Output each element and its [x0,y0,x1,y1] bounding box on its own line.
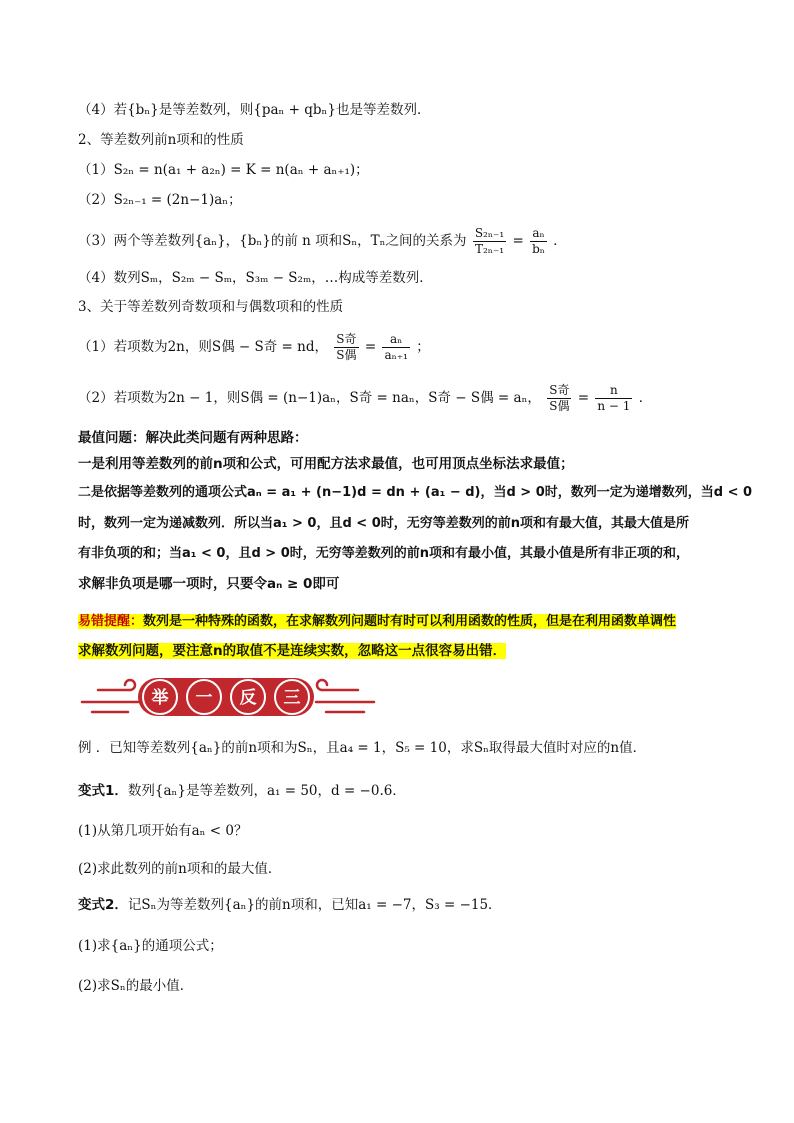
variant-2-label: 变式2． [78,897,128,913]
banner-char-2: 一 [195,688,213,708]
section-heading-3: 3、关于等差数列奇数项和与偶数项和的性质 [78,299,344,315]
variant-1-label: 变式1． [78,783,128,799]
left-cloud-ornament [82,680,138,712]
sum-property-1: （1）S₂ₙ = n(a₁ + a₂ₙ) = K = n(aₙ + aₙ₊₁)； [78,162,369,178]
extremum-method-2-line-2: 时，数列一定为递减数列．所以当a₁ > 0，且d < 0时，无穷等差数列的前n项和有最大值，其最大值是所 [78,516,690,531]
extremum-method-2-line-1: 二是依据等差数列的通项公式aₙ = a₁ + (n−1)d = dn + (a₁ − d)，当d > 0时，数列一定为递增数列，当d < 0 [78,485,753,500]
variant-2-part-1: (1)求{aₙ}的通项公式； [78,938,223,954]
right-cloud-ornament [316,680,374,712]
sum-property-4: （4）数列Sₘ，S₂ₘ − Sₘ，S₃ₘ − S₂ₘ，…构成等差数列． [78,270,433,286]
variant-1-part-2: (2)求此数列的前n项和的最大值． [78,861,282,877]
section-heading-2: 2、等差数列前n项和的性质 [78,132,244,148]
property-line-4: （4）若{bₙ}是等差数列，则{paₙ + qbₙ}也是等差数列． [78,102,431,118]
practice-banner [78,672,378,720]
sum-property-2: （2）S₂ₙ₋₁ = (2n−1)aₙ； [78,192,242,208]
fraction-an-over-an1: $\frac{\text{aₙ}}{\text{aₙ₊₁}}$ [384,332,408,362]
extremum-heading: 最值问题：解决此类问题有两种思路： [78,430,308,446]
fraction-a-over-b: $\frac{\text{aₙ}}{\text{bₙ}}$ [532,226,545,256]
variant-2-part-2: (2)求Sₙ的最小值． [78,978,194,994]
warning-label: 易错提醒： [78,614,144,629]
banner-char-3: 反 [239,688,257,708]
variant-1-part-1: (1)从第几项开始有aₙ < 0？ [78,823,248,839]
odd-even-property-1: （1）若项数为2n，则S偶 − S奇 = nd， $\frac{\text{S奇}}{\text{S偶}}$ = $\frac{\text{aₙ}}{\text{aₙ₊₁}}$ ； [78,332,430,362]
extremum-method-2-line-4: 求解非负项是哪一项时，只要令aₙ ≥ 0即可 [78,576,340,592]
warning-line-2: 求解数列问题，要注意n的取值不是连续实数，忽略这一点很容易出错． [78,643,507,659]
banner-char-1: 举 [151,688,169,708]
fraction-n-over-n-minus-1: $\frac{n}{n - 1}$ [597,383,631,413]
banner-char-4: 三 [283,688,301,708]
variant-2: 变式2．记Sₙ为等差数列{aₙ}的前n项和，已知a₁ = −7，S₃ = −15． [78,897,502,913]
example-problem: 例 ．已知等差数列{aₙ}的前n项和为Sₙ，且a₄ = 1，S₅ = 10，求Sₙ取得最大值时对应的n值． [78,740,647,756]
sum-property-3: （3）两个等差数列{aₙ}，{bₙ}的前 n 项和Sₙ，Tₙ之间的关系为 $\frac{\text{S₂ₙ₋₁}}{\text{T₂ₙ₋₁}}$ = $\frac{\text{aₙ}}{\text{bₙ}}$ ． [78,226,567,256]
warning-line-1: 易错提醒：数列是一种特殊的函数，在求解数列问题时有时可以利用函数的性质，但是在利用函数单调性 [78,614,677,629]
variant-1: 变式1．数列{aₙ}是等差数列，a₁ = 50，d = −0.6． [78,783,406,799]
odd-even-property-2: （2）若项数为2n − 1，则S偶 = (n−1)aₙ，S奇 = naₙ，S奇 − S偶 = aₙ， $\frac{\text{S奇}}{\text{S偶}}$ = $\frac{n}{n - 1}$ ． [78,383,653,413]
fraction-odd-over-even: $\frac{\text{S奇}}{\text{S偶}}$ [336,332,357,362]
fraction-odd-over-even-2: $\frac{\text{S奇}}{\text{S偶}}$ [549,383,570,413]
fraction-s-over-t: $\frac{\text{S₂ₙ₋₁}}{\text{T₂ₙ₋₁}}$ [474,226,505,256]
extremum-method-2-line-3: 有非负项的和；当a₁ < 0，且d > 0时，无穷等差数列的前n项和有最小值，其最小值是所有非正项的和， [78,546,690,561]
extremum-method-1: 一是利用等差数列的前n项和公式，可用配方法求最值，也可用顶点坐标法求最值； [78,456,574,472]
